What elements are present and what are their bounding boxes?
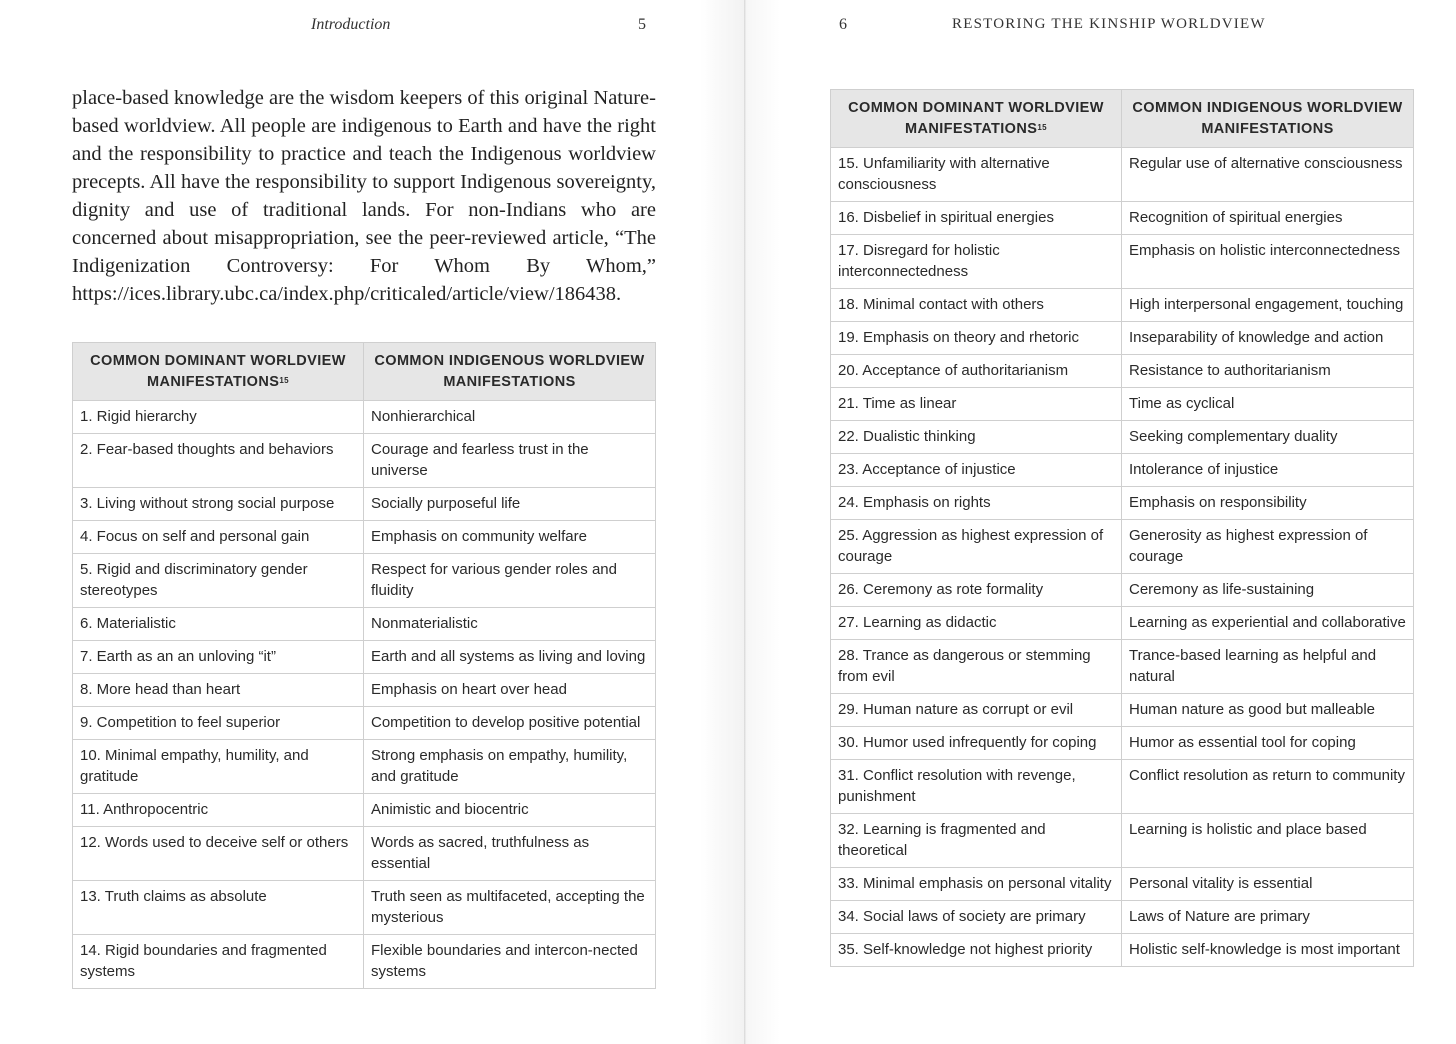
table-row xyxy=(73,674,656,707)
indigenous-cell: Nonhierarchical xyxy=(364,401,656,434)
table-row xyxy=(73,608,656,641)
table-row xyxy=(73,881,656,935)
dominant-cell: 3. Living without strong social purpose xyxy=(73,488,364,521)
dominant-cell: 15. Unfamiliarity with alternative consciousness xyxy=(831,148,1122,202)
dominant-cell: 32. Learning is fragmented and theoretical xyxy=(831,814,1122,868)
body-paragraph: place-based knowledge are the wisdom keepers of this original Nature-based worldview. All people are indigenous to Earth and have the right and the responsibility to practice and teach the Indigenous worldview precepts. All have the responsibility to support Indigenous sovereignty, dignity and use of traditional lands. For non-Indians who are concerned about misappropriation, see the peer-reviewed article, “The Indigenization Controversy: For Whom By Whom,” https://ices.library.ubc.ca/index.php/criticaled/article/view/186438. xyxy=(72,87,656,305)
table-row xyxy=(831,421,1414,454)
dominant-cell: 30. Humor used infrequently for coping xyxy=(831,727,1122,760)
dominant-cell: 1. Rigid hierarchy xyxy=(73,401,364,434)
table-row xyxy=(831,901,1414,934)
table-row xyxy=(73,794,656,827)
indigenous-cell: Learning as experiential and collaborative xyxy=(1122,607,1414,640)
indigenous-cell: Conflict resolution as return to community xyxy=(1122,760,1414,814)
indigenous-cell: Recognition of spiritual energies xyxy=(1122,202,1414,235)
dominant-cell: 9. Competition to feel superior xyxy=(73,707,364,740)
table-row xyxy=(73,935,656,989)
indigenous-cell: Intolerance of injustice xyxy=(1122,454,1414,487)
table-row xyxy=(831,322,1414,355)
dominant-cell: 5. Rigid and discriminatory gender stereotypes xyxy=(73,554,364,608)
indigenous-cell: Truth seen as multifaceted, accepting the mysterious xyxy=(364,881,656,935)
table-row xyxy=(831,520,1414,574)
indigenous-cell: Strong emphasis on empathy, humility, and gratitude xyxy=(364,740,656,794)
indigenous-cell: Emphasis on holistic interconnectedness xyxy=(1122,235,1414,289)
dominant-cell: 26. Ceremony as rote formality xyxy=(831,574,1122,607)
dominant-cell: 31. Conflict resolution with revenge, punishment xyxy=(831,760,1122,814)
table-row xyxy=(73,434,656,488)
indigenous-cell: Humor as essential tool for coping xyxy=(1122,727,1414,760)
table-row xyxy=(831,727,1414,760)
dominant-cell: 2. Fear-based thoughts and behaviors xyxy=(73,434,364,488)
indigenous-cell: Competition to develop positive potential xyxy=(364,707,656,740)
table-row xyxy=(831,235,1414,289)
table-row xyxy=(73,488,656,521)
dominant-cell: 4. Focus on self and personal gain xyxy=(73,521,364,554)
indigenous-cell: Trance-based learning as helpful and natural xyxy=(1122,640,1414,694)
dominant-cell: 27. Learning as didactic xyxy=(831,607,1122,640)
dominant-cell: 21. Time as linear xyxy=(831,388,1122,421)
indigenous-cell: Seeking complementary duality xyxy=(1122,421,1414,454)
footnote-ref: 15 xyxy=(279,376,290,385)
table-row xyxy=(831,202,1414,235)
dominant-cell: 7. Earth as an an unloving “it” xyxy=(73,641,364,674)
table-row xyxy=(831,574,1414,607)
dominant-cell: 35. Self-knowledge not highest priority xyxy=(831,934,1122,967)
indigenous-cell: High interpersonal engagement, touching xyxy=(1122,289,1414,322)
indigenous-cell: Words as sacred, truthfulness as essential xyxy=(364,827,656,881)
indigenous-cell: Learning is holistic and place based xyxy=(1122,814,1414,868)
table-row xyxy=(831,454,1414,487)
table-row xyxy=(831,607,1414,640)
indigenous-cell: Time as cyclical xyxy=(1122,388,1414,421)
worldview-table-right xyxy=(830,89,1414,967)
indigenous-cell: Human nature as good but malleable xyxy=(1122,694,1414,727)
dominant-cell: 10. Minimal empathy, humility, and gratitude xyxy=(73,740,364,794)
table-row xyxy=(73,554,656,608)
page-number-right: 6 xyxy=(839,16,847,33)
indigenous-cell: Inseparability of knowledge and action xyxy=(1122,322,1414,355)
dominant-cell: 16. Disbelief in spiritual energies xyxy=(831,202,1122,235)
table-row xyxy=(73,401,656,434)
table-row xyxy=(73,827,656,881)
worldview-table-left xyxy=(72,342,656,989)
table-row xyxy=(831,388,1414,421)
indigenous-cell: Holistic self-knowledge is most important xyxy=(1122,934,1414,967)
table-row xyxy=(831,934,1414,967)
table-row xyxy=(831,640,1414,694)
dominant-cell: 23. Acceptance of injustice xyxy=(831,454,1122,487)
indigenous-cell: Nonmaterialistic xyxy=(364,608,656,641)
table-row xyxy=(831,355,1414,388)
indigenous-cell: Ceremony as life-sustaining xyxy=(1122,574,1414,607)
table-row xyxy=(73,641,656,674)
book-gutter xyxy=(700,0,780,1044)
header-dominant: COMMON DOMINANT WORLDVIEW MANIFESTATIONS$^{15}$ xyxy=(831,90,1122,148)
running-head-right: RESTORING THE KINSHIP WORLDVIEW xyxy=(952,16,1266,32)
table-row xyxy=(831,760,1414,814)
table-row xyxy=(831,868,1414,901)
dominant-cell: 6. Materialistic xyxy=(73,608,364,641)
footnote-ref: 15 xyxy=(1037,123,1048,132)
dominant-cell: 24. Emphasis on rights xyxy=(831,487,1122,520)
indigenous-cell: Personal vitality is essential xyxy=(1122,868,1414,901)
indigenous-cell: Laws of Nature are primary xyxy=(1122,901,1414,934)
dominant-cell: 28. Trance as dangerous or stemming from evil xyxy=(831,640,1122,694)
indigenous-cell: Flexible boundaries and intercon-nected systems xyxy=(364,935,656,989)
table-row xyxy=(73,521,656,554)
table-row xyxy=(73,740,656,794)
dominant-cell: 17. Disregard for holistic interconnectedness xyxy=(831,235,1122,289)
header-dominant: COMMON DOMINANT WORLDVIEW MANIFESTATIONS$^{15}$ xyxy=(73,343,364,401)
indigenous-cell: Emphasis on community welfare xyxy=(364,521,656,554)
dominant-cell: 29. Human nature as corrupt or evil xyxy=(831,694,1122,727)
running-head-left: Introduction xyxy=(311,16,391,33)
dominant-cell: 22. Dualistic thinking xyxy=(831,421,1122,454)
dominant-cell: 34. Social laws of society are primary xyxy=(831,901,1122,934)
indigenous-cell: Generosity as highest expression of courage xyxy=(1122,520,1414,574)
indigenous-cell: Resistance to authoritarianism xyxy=(1122,355,1414,388)
page-number-left: 5 xyxy=(638,16,646,33)
indigenous-cell: Earth and all systems as living and loving xyxy=(364,641,656,674)
indigenous-cell: Courage and fearless trust in the universe xyxy=(364,434,656,488)
dominant-cell: 19. Emphasis on theory and rhetoric xyxy=(831,322,1122,355)
indigenous-cell: Emphasis on responsibility xyxy=(1122,487,1414,520)
table-row xyxy=(831,148,1414,202)
table-row xyxy=(831,289,1414,322)
dominant-cell: 25. Aggression as highest expression of courage xyxy=(831,520,1122,574)
table-row xyxy=(831,814,1414,868)
indigenous-cell: Emphasis on heart over head xyxy=(364,674,656,707)
dominant-cell: 14. Rigid boundaries and fragmented systems xyxy=(73,935,364,989)
dominant-cell: 33. Minimal emphasis on personal vitality xyxy=(831,868,1122,901)
indigenous-cell: Regular use of alternative consciousness xyxy=(1122,148,1414,202)
table-row xyxy=(831,487,1414,520)
indigenous-cell: Socially purposeful life xyxy=(364,488,656,521)
dominant-cell: 18. Minimal contact with others xyxy=(831,289,1122,322)
dominant-cell: 11. Anthropocentric xyxy=(73,794,364,827)
dominant-cell: 12. Words used to deceive self or others xyxy=(73,827,364,881)
dominant-cell: 20. Acceptance of authoritarianism xyxy=(831,355,1122,388)
indigenous-cell: Respect for various gender roles and fluidity xyxy=(364,554,656,608)
table-row xyxy=(831,694,1414,727)
table-row xyxy=(73,707,656,740)
dominant-cell: 13. Truth claims as absolute xyxy=(73,881,364,935)
indigenous-cell: Animistic and biocentric xyxy=(364,794,656,827)
header-indigenous: COMMON INDIGENOUS WORLDVIEW MANIFESTATIONS xyxy=(1122,90,1414,148)
header-indigenous: COMMON INDIGENOUS WORLDVIEW MANIFESTATIONS xyxy=(364,343,656,401)
dominant-cell: 8. More head than heart xyxy=(73,674,364,707)
